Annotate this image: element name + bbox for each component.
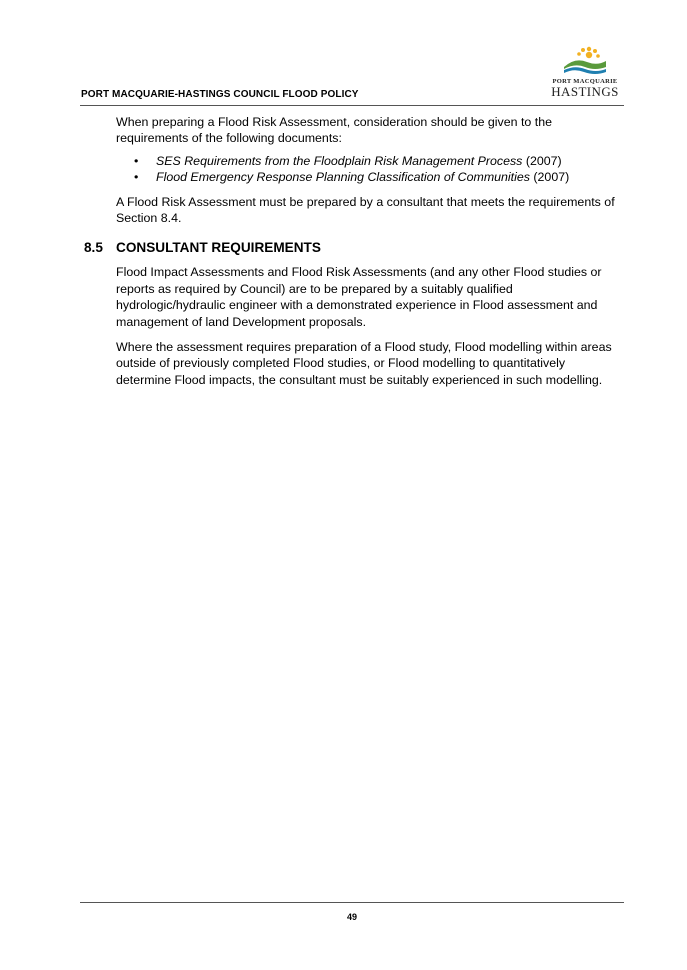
body-paragraph: Flood Impact Assessments and Flood Risk Assessments (and any other Flood studies or reports as required by Council) are to be prepared by a suitably qualified hydrologic/hydraulic engineer with a demonstrated experience in Flood assessment and management of land Development proposals. — [116, 265, 602, 329]
footer-divider — [80, 902, 624, 903]
document-header-title: PORT MACQUARIE-HASTINGS COUNCIL FLOOD POLICY — [81, 89, 359, 100]
document-title: Flood Emergency Response Planning Classification of Communities — [156, 170, 530, 185]
section-title: CONSULTANT REQUIREMENTS — [116, 240, 321, 256]
list-item — [116, 153, 621, 169]
logo-text-port-macquarie: PORT MACQUARIE — [552, 78, 618, 85]
bullet-icon: • — [134, 170, 139, 185]
list-item — [116, 169, 621, 185]
document-year: (2007) — [522, 153, 562, 168]
page-number: 49 — [346, 912, 357, 922]
section-heading — [84, 239, 624, 256]
intro-paragraph: When preparing a Flood Risk Assessment, consideration should be given to the requirements of the following documents: — [116, 115, 552, 146]
body-paragraph: Where the assessment requires preparation of a Flood study, Flood modelling within areas outside of previously completed Flood studies, or Flood modelling to quantitatively determine Flood impacts, the consultant must be suitably experienced in such modelling. — [116, 340, 612, 387]
document-list — [116, 153, 621, 186]
document-title: SES Requirements from the Floodplain Risk Management Process — [156, 153, 523, 168]
bullet-icon: • — [134, 153, 139, 168]
council-logo — [549, 45, 621, 101]
section-number: 8.5 — [84, 240, 103, 256]
logo-text-hastings: HASTINGS — [551, 84, 619, 99]
header-divider — [80, 105, 624, 106]
document-year: (2007) — [529, 170, 570, 185]
page-body — [84, 114, 621, 397]
logo-emblem-icon — [561, 45, 609, 77]
consultant-requirement-note: A Flood Risk Assessment must be prepared by a consultant that meets the requirements of Section 8.4. — [116, 194, 615, 226]
